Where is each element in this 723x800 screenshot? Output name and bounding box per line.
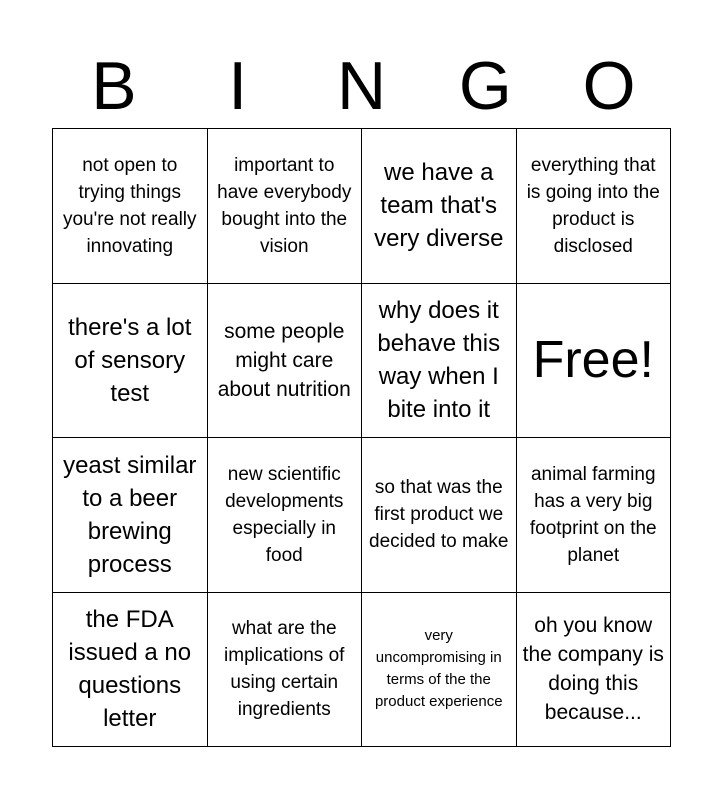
bingo-cell[interactable]	[53, 284, 208, 439]
cell-text: we have a team that's very diverse	[374, 159, 504, 253]
header-letter-g: G	[458, 48, 512, 124]
cell-text: everything that is going into the product is disclosed	[526, 154, 660, 257]
cell-text: the FDA issued a no questions letter	[68, 606, 192, 733]
bingo-grid	[52, 128, 671, 747]
bingo-cell[interactable]	[208, 593, 363, 748]
cell-text: very uncompromising in terms of the the product experience	[374, 627, 503, 711]
cell-text: new scientific developments especially in food	[225, 463, 344, 566]
cell-text: some people might care about nutrition	[217, 319, 351, 401]
cell-text: so that was the first product we decided to make	[369, 477, 509, 553]
cell-text: animal farming has a very big footprint on the planet	[529, 463, 657, 566]
header-letter-n: N	[336, 48, 387, 124]
bingo-cell[interactable]	[208, 284, 363, 439]
bingo-cell[interactable]	[362, 284, 517, 439]
bingo-cell[interactable]	[208, 129, 363, 284]
bingo-cell[interactable]	[53, 129, 208, 284]
bingo-cell[interactable]	[208, 438, 363, 593]
header-letter-o: O	[582, 48, 636, 124]
header-letter-b: B	[91, 48, 137, 124]
bingo-cell[interactable]	[362, 129, 517, 284]
bingo-cell[interactable]	[362, 593, 517, 748]
free-space[interactable]	[517, 284, 672, 439]
bingo-header	[52, 46, 671, 126]
cell-text: what are the implications of using certain ingredients	[224, 618, 345, 721]
free-space-text: Free!	[532, 331, 654, 390]
bingo-cell[interactable]	[53, 438, 208, 593]
bingo-cell[interactable]	[362, 438, 517, 593]
bingo-cell[interactable]	[517, 438, 672, 593]
cell-text: important to have everybody bought into the vision	[217, 154, 352, 257]
header-letter-i: I	[228, 48, 248, 124]
bingo-cell[interactable]	[53, 593, 208, 748]
cell-text: not open to trying things you're not really innovating	[62, 154, 197, 257]
cell-text: why does it behave this way when I bite into it	[377, 297, 501, 424]
cell-text: there's a lot of sensory test	[68, 313, 192, 407]
bingo-cell[interactable]	[517, 593, 672, 748]
bingo-cell[interactable]	[517, 129, 672, 284]
cell-text: oh you know the company is doing this because...	[522, 614, 664, 725]
cell-text: yeast similar to a beer brewing process	[63, 451, 197, 578]
